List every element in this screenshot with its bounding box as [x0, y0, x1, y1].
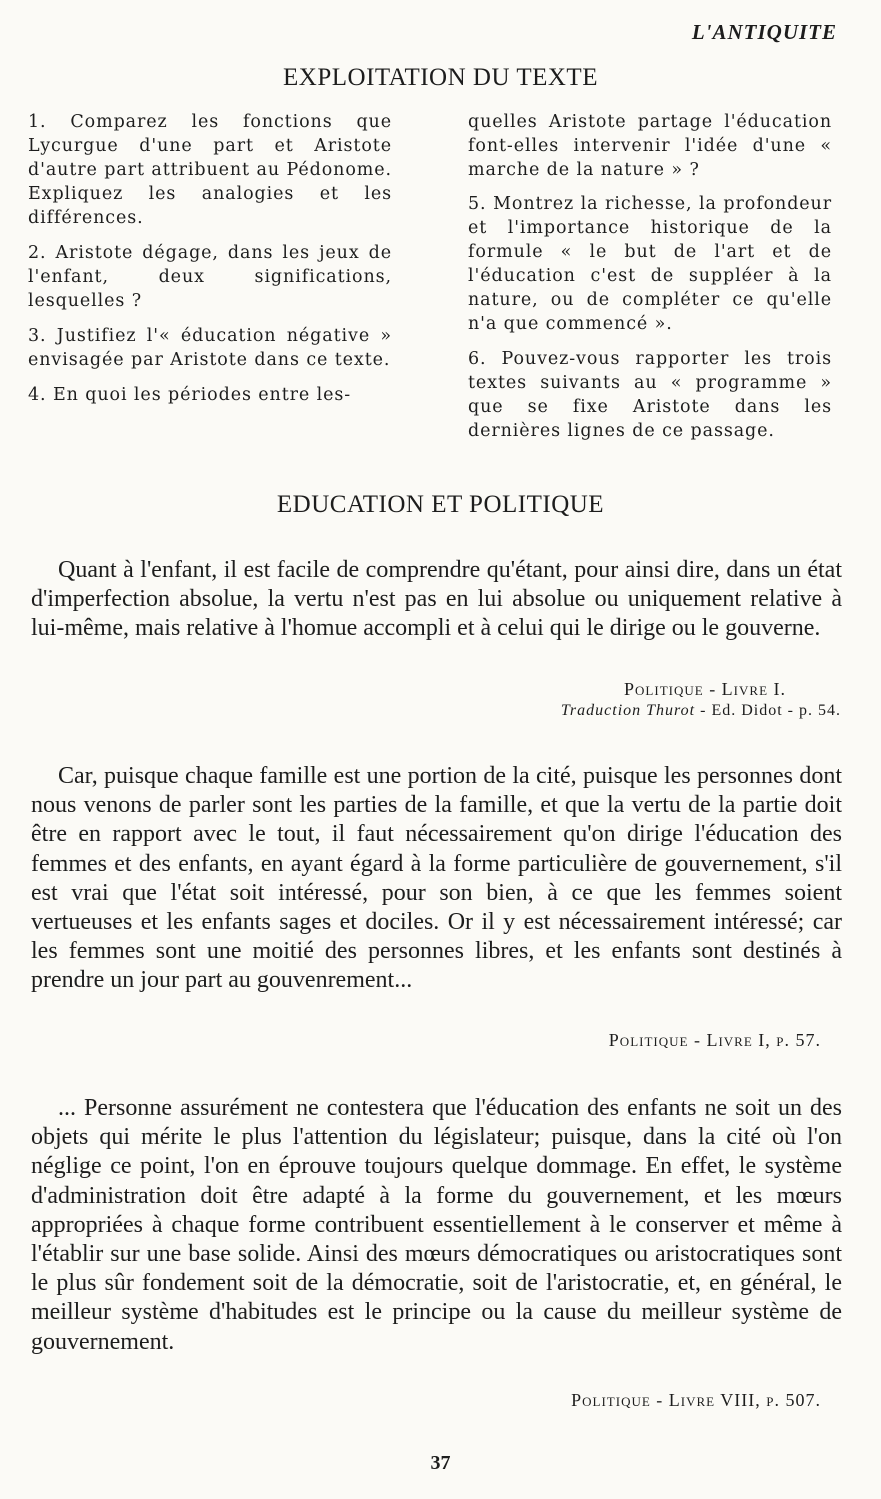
question-3: 3. Justifiez l'« éducation négative » envisagée par Aristote dans ce texte. [28, 326, 392, 370]
question-4-continued: quelles Aristote partage l'éducation font-elles intervenir l'idée d'une « marche de la nature » ? [468, 112, 832, 180]
translation-note [561, 702, 841, 720]
questions-left-column [28, 110, 392, 418]
source-citation-3: Politique - Livre VIII, p. 507. [571, 1390, 821, 1410]
quote-paragraph-1: Quant à l'enfant, il est facile de comprendre qu'étant, pour ainsi dire, dans un état d'imperfection absolue, la vertu n'est pas en lui absolue ou uniquement relative à lui-même, mais relative à l'homue accompli et à celui qui le dirige ou le gouverne. [31, 557, 842, 642]
questions-right-column [468, 110, 832, 454]
question-4-start: 4. En quoi les périodes entre les- [28, 385, 352, 405]
section-title-education: EDUCATION ET POLITIQUE [276, 491, 605, 518]
quote-paragraph-3: ... Personne assurément ne contestera que l'éducation des enfants ne soit un des objets qui mérite le plus l'attention du législateur; puisque, dans la cité où l'on néglige ce point, l'on en éprouve toujours quelque dommage. En effet, le système d'administration doit être adapté à la forme du gouvernement, et les mœurs appropriées à chaque forme contribuent essentiellement à le conserver et même à l'établir sur une base solide. Ainsi des mœurs démocratiques ou aristocratiques sont le plus sûr fondement soit de la démocratie, soit de l'aristocratie, et, en général, le meilleur système d'habitudes est le principe ou la cause du meilleur système de gouvernement. [31, 1095, 842, 1355]
section-title-exploitation: EXPLOITATION DU TEXTE [283, 64, 598, 91]
page-number: 37 [430, 1452, 451, 1474]
question-2: 2. Aristote dégage, dans les jeux de l'enfant, deux significations, lesquelles ? [28, 243, 392, 311]
question-6: 6. Pouvez-vous rapporter les trois textes suivants au « programme » que se fixe Aristote dans les dernières lignes de ce passage. [468, 349, 832, 441]
question-5: 5. Montrez la richesse, la profondeur et l'importance historique de la formule « le but de l'art et de l'éducation c'est de suppléer à la nature, ou de compléter ce qu'elle n'a que commencé ». [468, 194, 832, 334]
question-1: 1. Comparez les fonctions que Lycurgue d'une part et Aristote d'autre part attribuent au Pédonome. Expliquez les analogies et les différences. [28, 112, 392, 228]
translation-edition: - Ed. Didot - p. 54. [695, 702, 841, 719]
translation-author: Traduction Thurot [560, 702, 696, 719]
source-citation-1: Politique - Livre I. [624, 679, 786, 699]
quote-paragraph-2: Car, puisque chaque famille est une portion de la cité, puisque les personnes dont nous venons de parler sont les parties de la famille, et que la vertu de la partie doit être en rapport avec le tout, il faut nécessairement qu'on dirige l'éducation des femmes et des enfants, en ayant égard à la forme particulière de gouvernement, s'il est vrai que l'état soit intéressé, pour son bien, à ce que les femmes soient vertueuses et les enfants sages et dociles. Or il y est nécessairement intéressé; car les femmes sont une moitié des personnes libres, et les enfants sont destinés à prendre un jour part au gouvenrement... [31, 763, 842, 994]
running-head: L'ANTIQUITE [691, 20, 837, 44]
source-citation-2: Politique - Livre I, p. 57. [608, 1030, 821, 1050]
